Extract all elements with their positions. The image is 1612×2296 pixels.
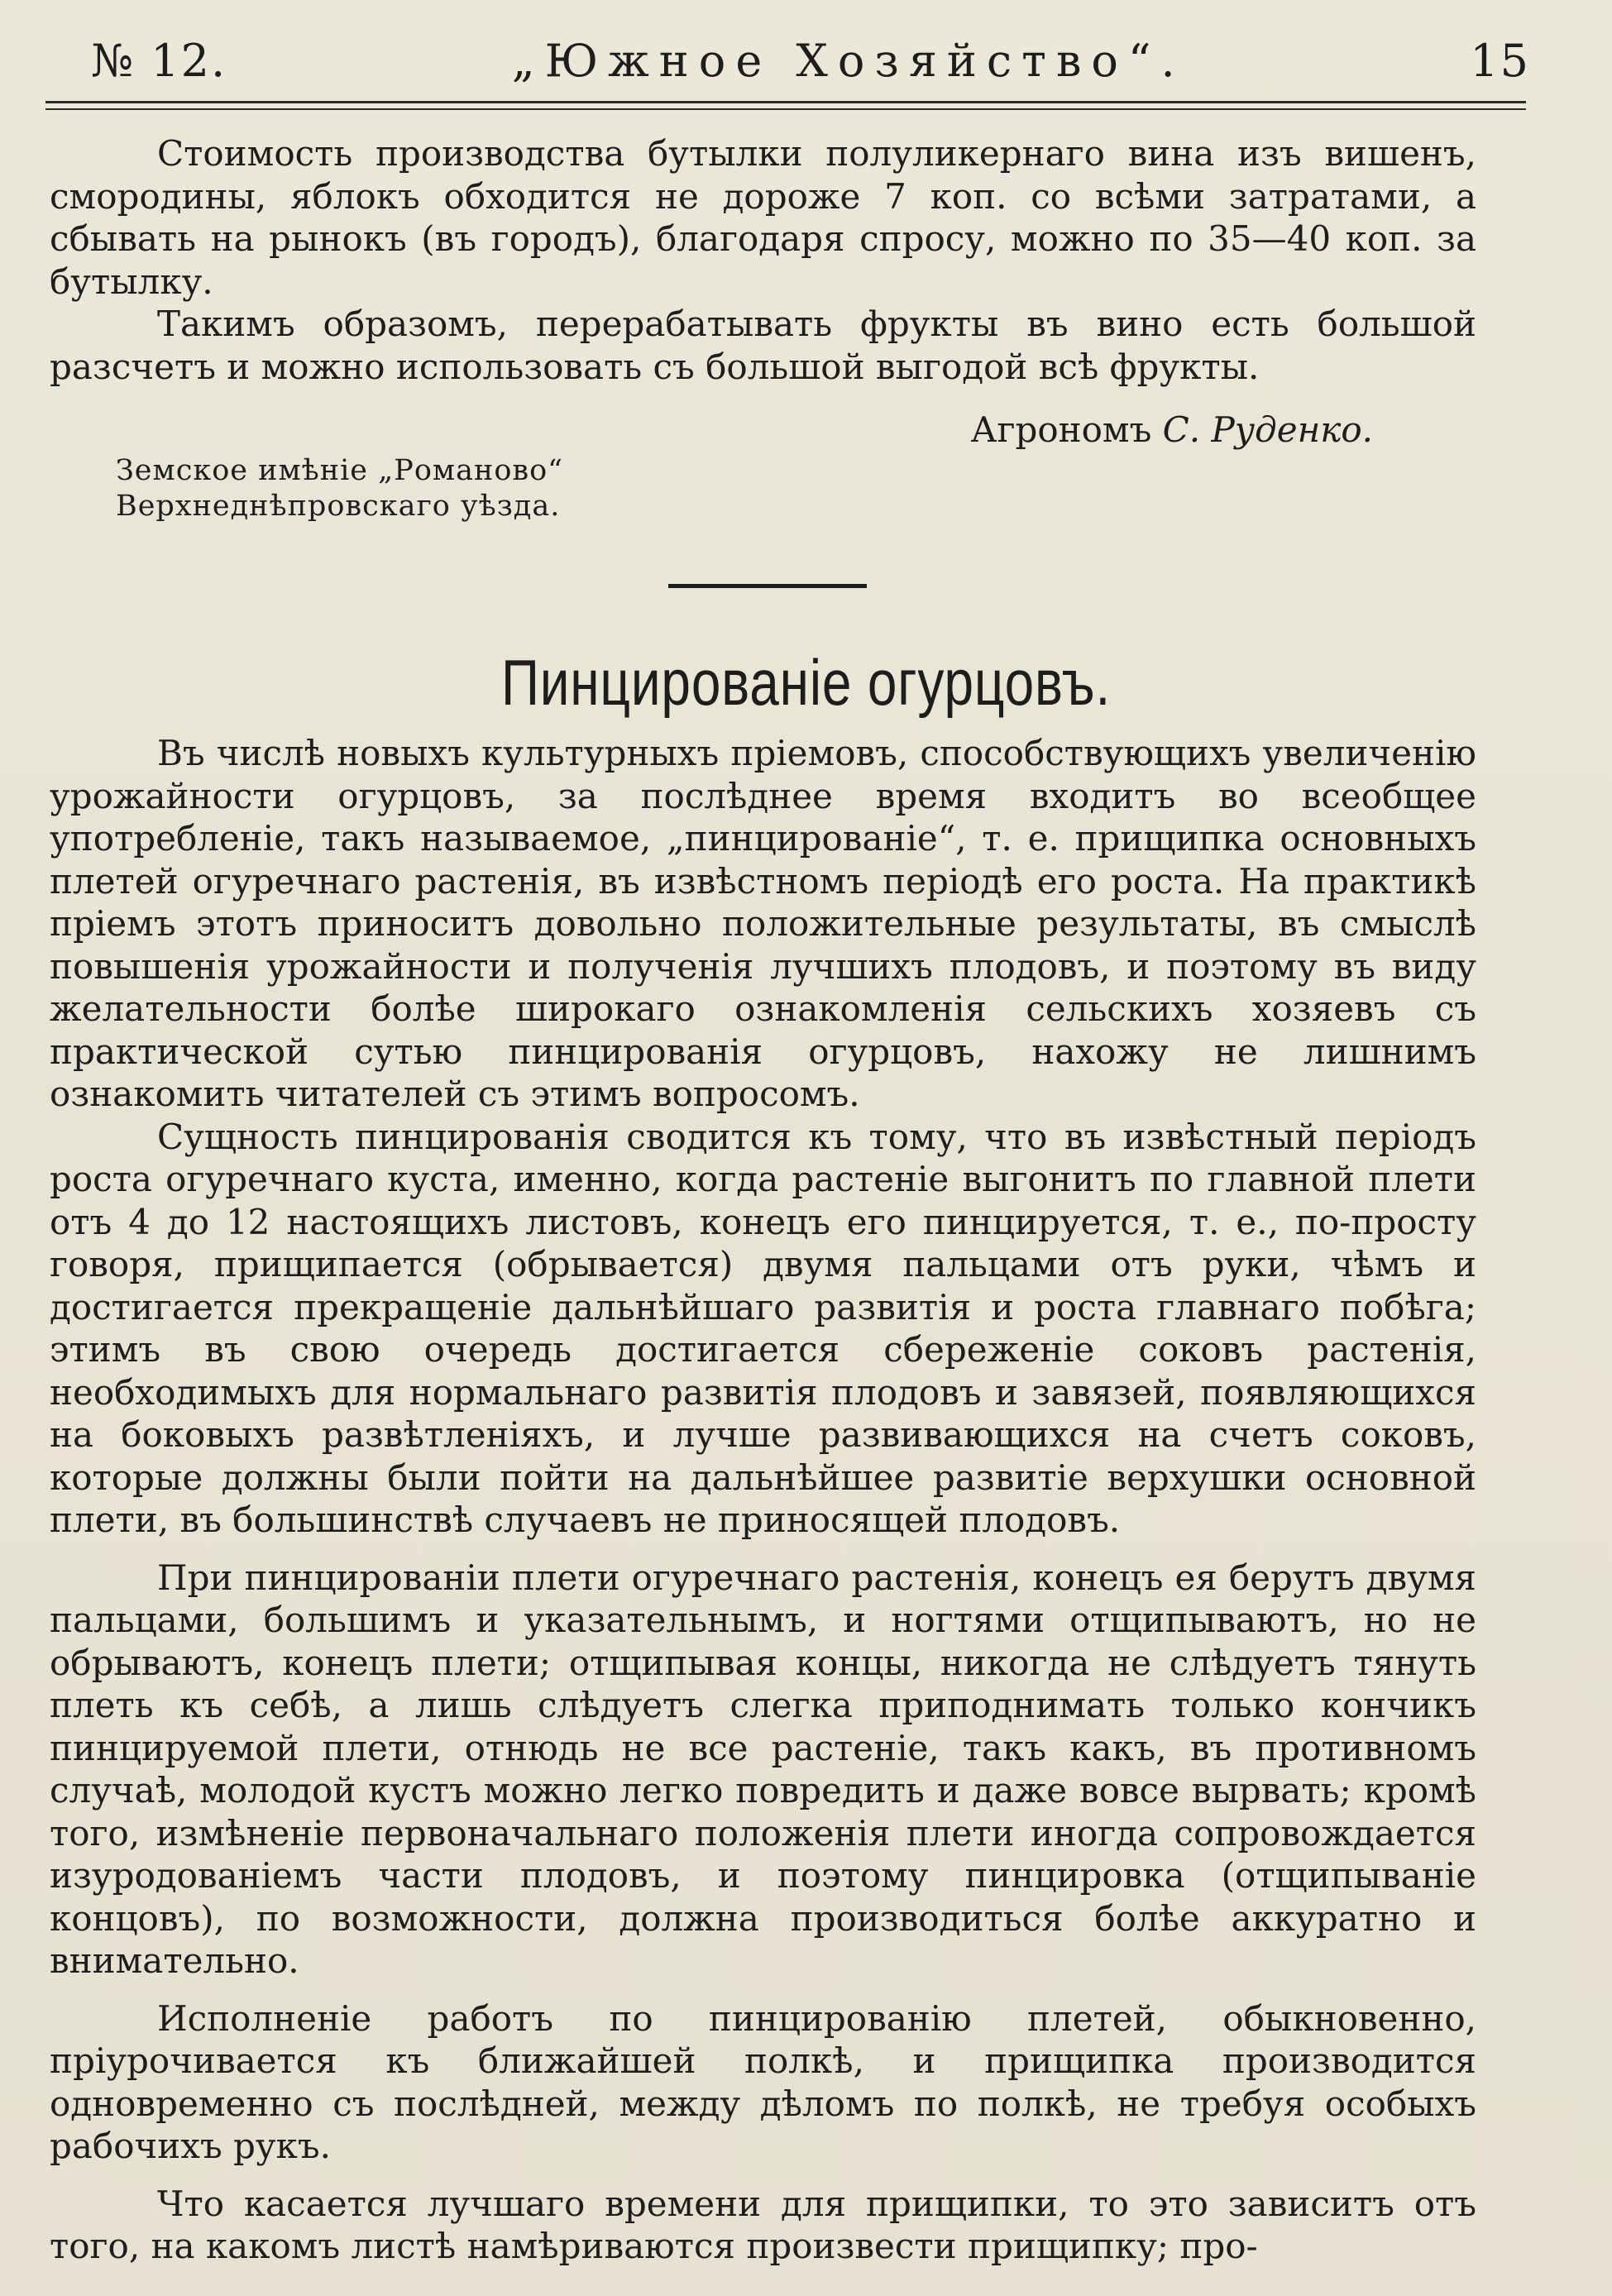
estate-location: [116, 453, 563, 524]
intro-paragraph: Такимъ образомъ, перерабатывать фрукты въ вино есть большой разсчетъ и можно использовать съ большой выгодой всѣ фрукты.: [50, 304, 1476, 387]
article-paragraph: Въ числѣ новыхъ культурныхъ пріемовъ, способствующихъ увеличенію урожайности огурцовъ, за послѣднее время входитъ во всеобщее употребленіе, такъ называемое, „пинцированіе“, т. е. прищипка основныхъ плетей огуречнаго растенія, въ извѣстномъ періодѣ его роста. На практикѣ пріемъ этотъ приноситъ довольно положительные результаты, въ смыслѣ повышенія урожайности и полученія лучшихъ плодовъ, и поэтому въ виду желательности болѣе широкаго ознакомленія сельскихъ хозяевъ съ практической сутью пинцированія огурцовъ, нахожу не лишнимъ ознакомить читателей съ этимъ вопросомъ.: [50, 733, 1476, 1114]
author-signature: [50, 409, 1373, 450]
signature-prefix: Агрономъ: [970, 409, 1152, 450]
estate-line: Верхнеднѣпровскаго уѣзда.: [116, 490, 561, 523]
journal-title: „Южное Хозяйство“.: [511, 35, 1185, 87]
article-paragraph: Сущность пинцированія сводится къ тому, что въ извѣстный періодъ роста огуречнаго куста, именно, когда растеніе выгонитъ по главной плети отъ 4 до 12 настоящихъ листовъ, конецъ его пинцируется, т. е., по-просту говоря, прищипается (обрывается) двумя пальцами отъ руки, чѣмъ и достигается прекращеніе дальнѣйшаго развитія и роста главнаго побѣга; этимъ въ свою очередь достигается сбереженіе соковъ растенія, необходимыхъ для нормальнаго развитія плодовъ и завязей, появляющихся на боковыхъ развѣтленіяхъ, и лучше развивающихся на счетъ соковъ, которые должны были пойти на дальнѣйшее развитіе верхушки основной плети, въ большинствѣ случаевъ не приносящей плодовъ.: [50, 1116, 1476, 1540]
intro-text: [50, 132, 1476, 388]
article-paragraph: Исполненіе работъ по пинцированію плетей, обыкновенно, пріурочивается къ ближайшей полкѣ, и прищипка производится одновременно съ послѣдней, между дѣломъ по полкѣ, не требуя особыхъ рабочихъ рукъ.: [50, 1997, 1476, 2166]
article-title: Пинцированіе огурцовъ.: [500, 646, 1112, 719]
article-paragraph: Что касается лучшаго времени для прищипки, то это зависитъ отъ того, на какомъ листѣ намѣриваются произвести прищипку; про-: [50, 2183, 1476, 2266]
article-body: [50, 732, 1476, 2268]
section-separator: [668, 584, 867, 588]
issue-number: № 12.: [91, 35, 227, 87]
header-rule: [45, 101, 1526, 110]
page-number: 15: [1470, 35, 1530, 87]
estate-line: Земское имѣніе „Романово“: [116, 454, 564, 487]
intro-paragraph: Стоимость производства бутылки полуликернаго вина изъ вишенъ, смородины, яблокъ обходится не дороже 7 коп. со всѣми затратами, а сбывать на рынокъ (въ городъ), благодаря спросу, можно по 35—40 коп. за бутылку.: [50, 133, 1476, 302]
page-header: [91, 35, 1530, 93]
article-paragraph: При пинцированіи плети огуречнаго растенія, конецъ ея берутъ двумя пальцами, большимъ и указательнымъ, и ногтями отщипываютъ, но не обрываютъ, конецъ плети; отщипывая концы, никогда не слѣдуетъ тянуть плеть къ себѣ, а лишь слѣдуетъ слегка приподнимать только кончикъ пинцируемой плети, отнюдь не все растеніе, такъ какъ, въ противномъ случаѣ, молодой кустъ можно легко повредить и даже вовсе вырвать; кромѣ того, измѣненіе первоначальнаго положенія плети иногда сопровождается изуродованіемъ части плодовъ, и поэтому пинцировка (отщипываніе концовъ), по возможности, должна производиться болѣе аккуратно и внимательно.: [50, 1557, 1476, 1981]
signature-name: С. Руденко.: [1162, 409, 1373, 450]
